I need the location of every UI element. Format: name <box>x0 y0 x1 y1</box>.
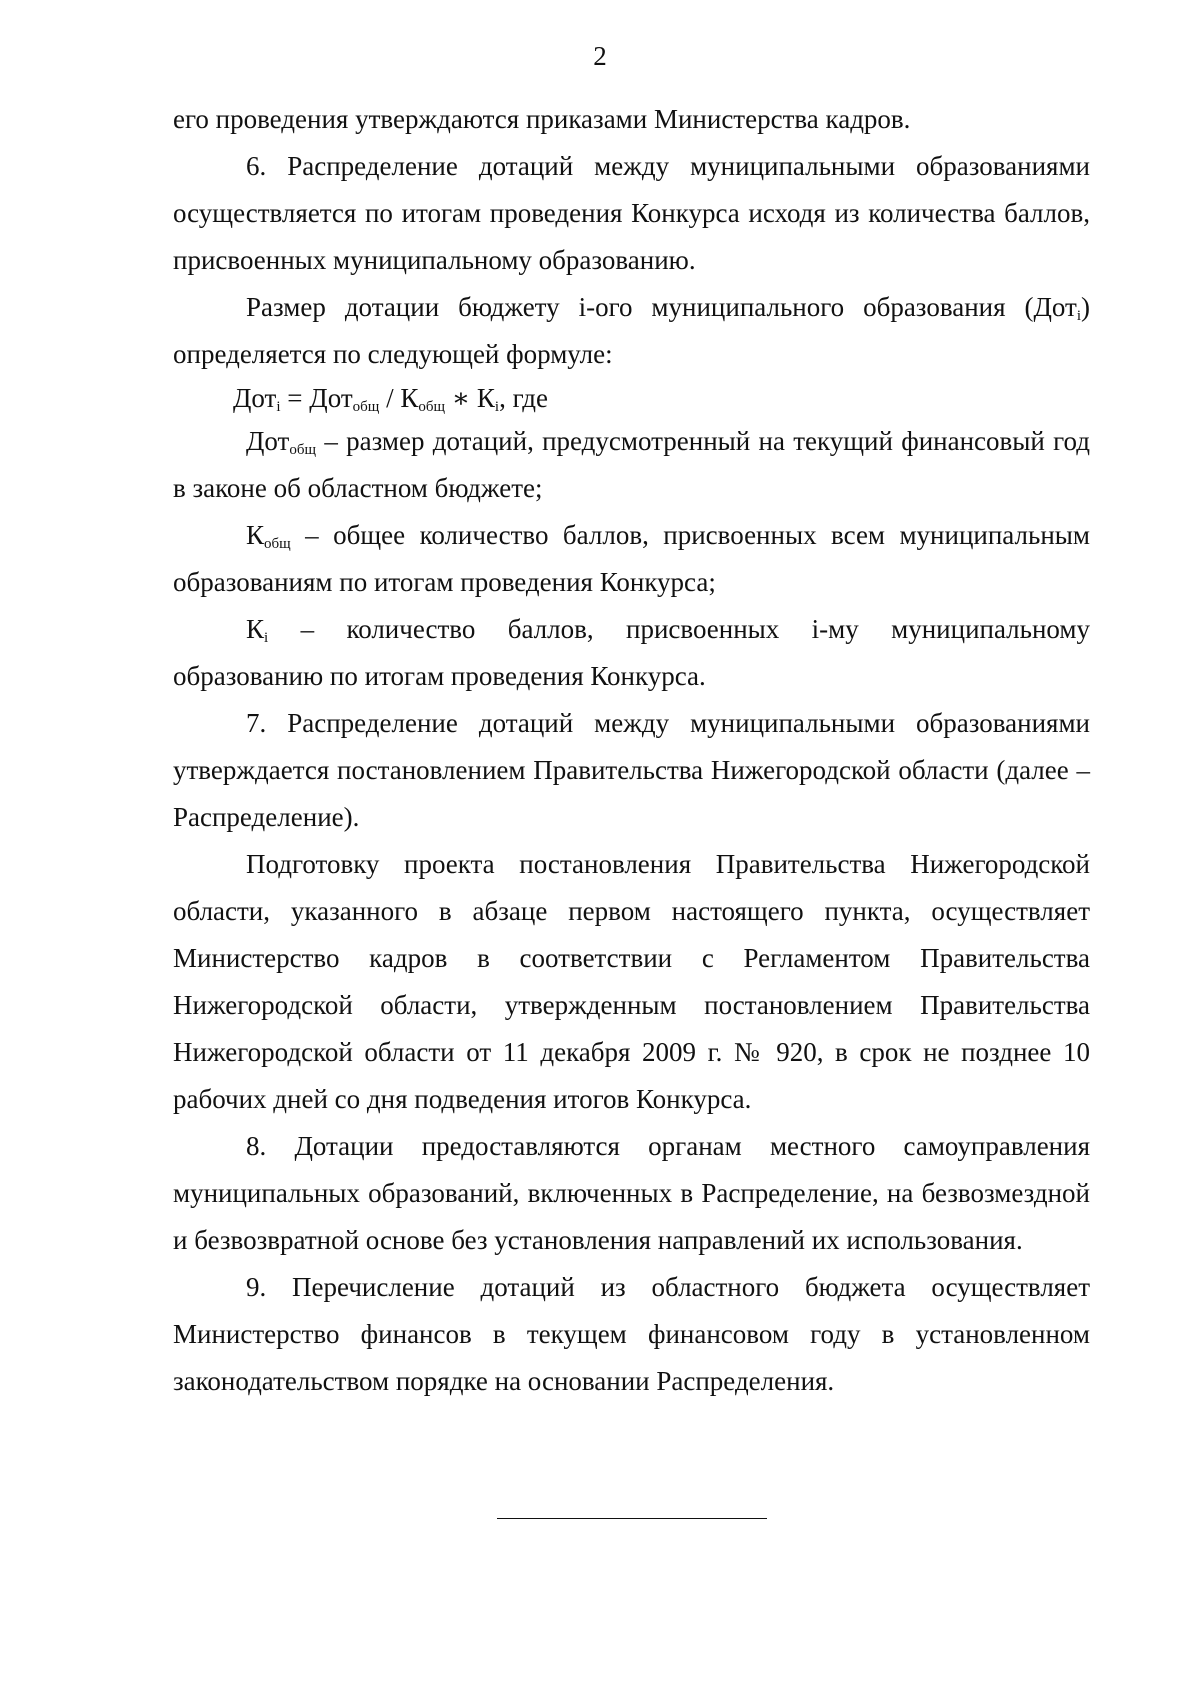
paragraph-item-6: 6. Распределение дотаций между муниципальными образованиями осуществляется по итогам проведения Конкурса исходя из количества баллов, присвоенных муниципальному образованию. <box>173 151 1090 275</box>
paragraph-item-9: 9. Перечисление дотаций из областного бюджета осуществляет Министерство финансов в текущем финансовом году в установленном законодательством порядке на основании Распределения. <box>173 1272 1090 1396</box>
paragraph-item-8: 8. Дотации предоставляются органам местного самоуправления муниципальных образований, включенных в Распределение, на безвозмездной и безвозвратной основе без установления направлений их использования. <box>173 1131 1090 1255</box>
paragraph-item-7-preparation: Подготовку проекта постановления Правительства Нижегородской области, указанного в абзаце первом настоящего пункта, осуществляет Министерство кадров в соответствии с Регламентом Правительства Нижегородской области, утвержденным постановлением Правительства Нижегородской области от 11 декабря 2009 г. № 920, в срок не позднее 10 рабочих дней со дня подведения итогов Конкурса. <box>173 849 1090 1114</box>
paragraph-continuation: его проведения утверждаются приказами Министерства кадров. <box>173 104 911 134</box>
document-body <box>173 96 1090 1405</box>
paragraph-item-7: 7. Распределение дотаций между муниципальными образованиями утверждается постановлением Правительства Нижегородской области (далее – Распределение). <box>173 708 1090 832</box>
definition-dot-total: Дот$_{общ}$ – размер дотаций, предусмотренный на текущий финансовый год в законе об областном бюджете; <box>173 426 1090 503</box>
end-divider-line <box>497 1518 767 1519</box>
definition-k-total: $К_{общ}$ – общее количество баллов, присвоенных всем муниципальным образованиям по итогам проведения Конкурса; <box>173 520 1090 597</box>
formula: $Дот_i = Дот_{общ} / К_{общ}$ ∗ $К_i$, где <box>233 383 549 415</box>
page-number: 2 <box>593 41 607 71</box>
definition-k-i: $К_i$ – количество баллов, присвоенных i-му муниципальному образованию по итогам проведения Конкурса. <box>173 614 1090 691</box>
paragraph-subsidy-size: Размер дотации бюджету i-ого муниципального образования (Дот$_i$) определяется по следующей формуле: <box>173 292 1090 369</box>
